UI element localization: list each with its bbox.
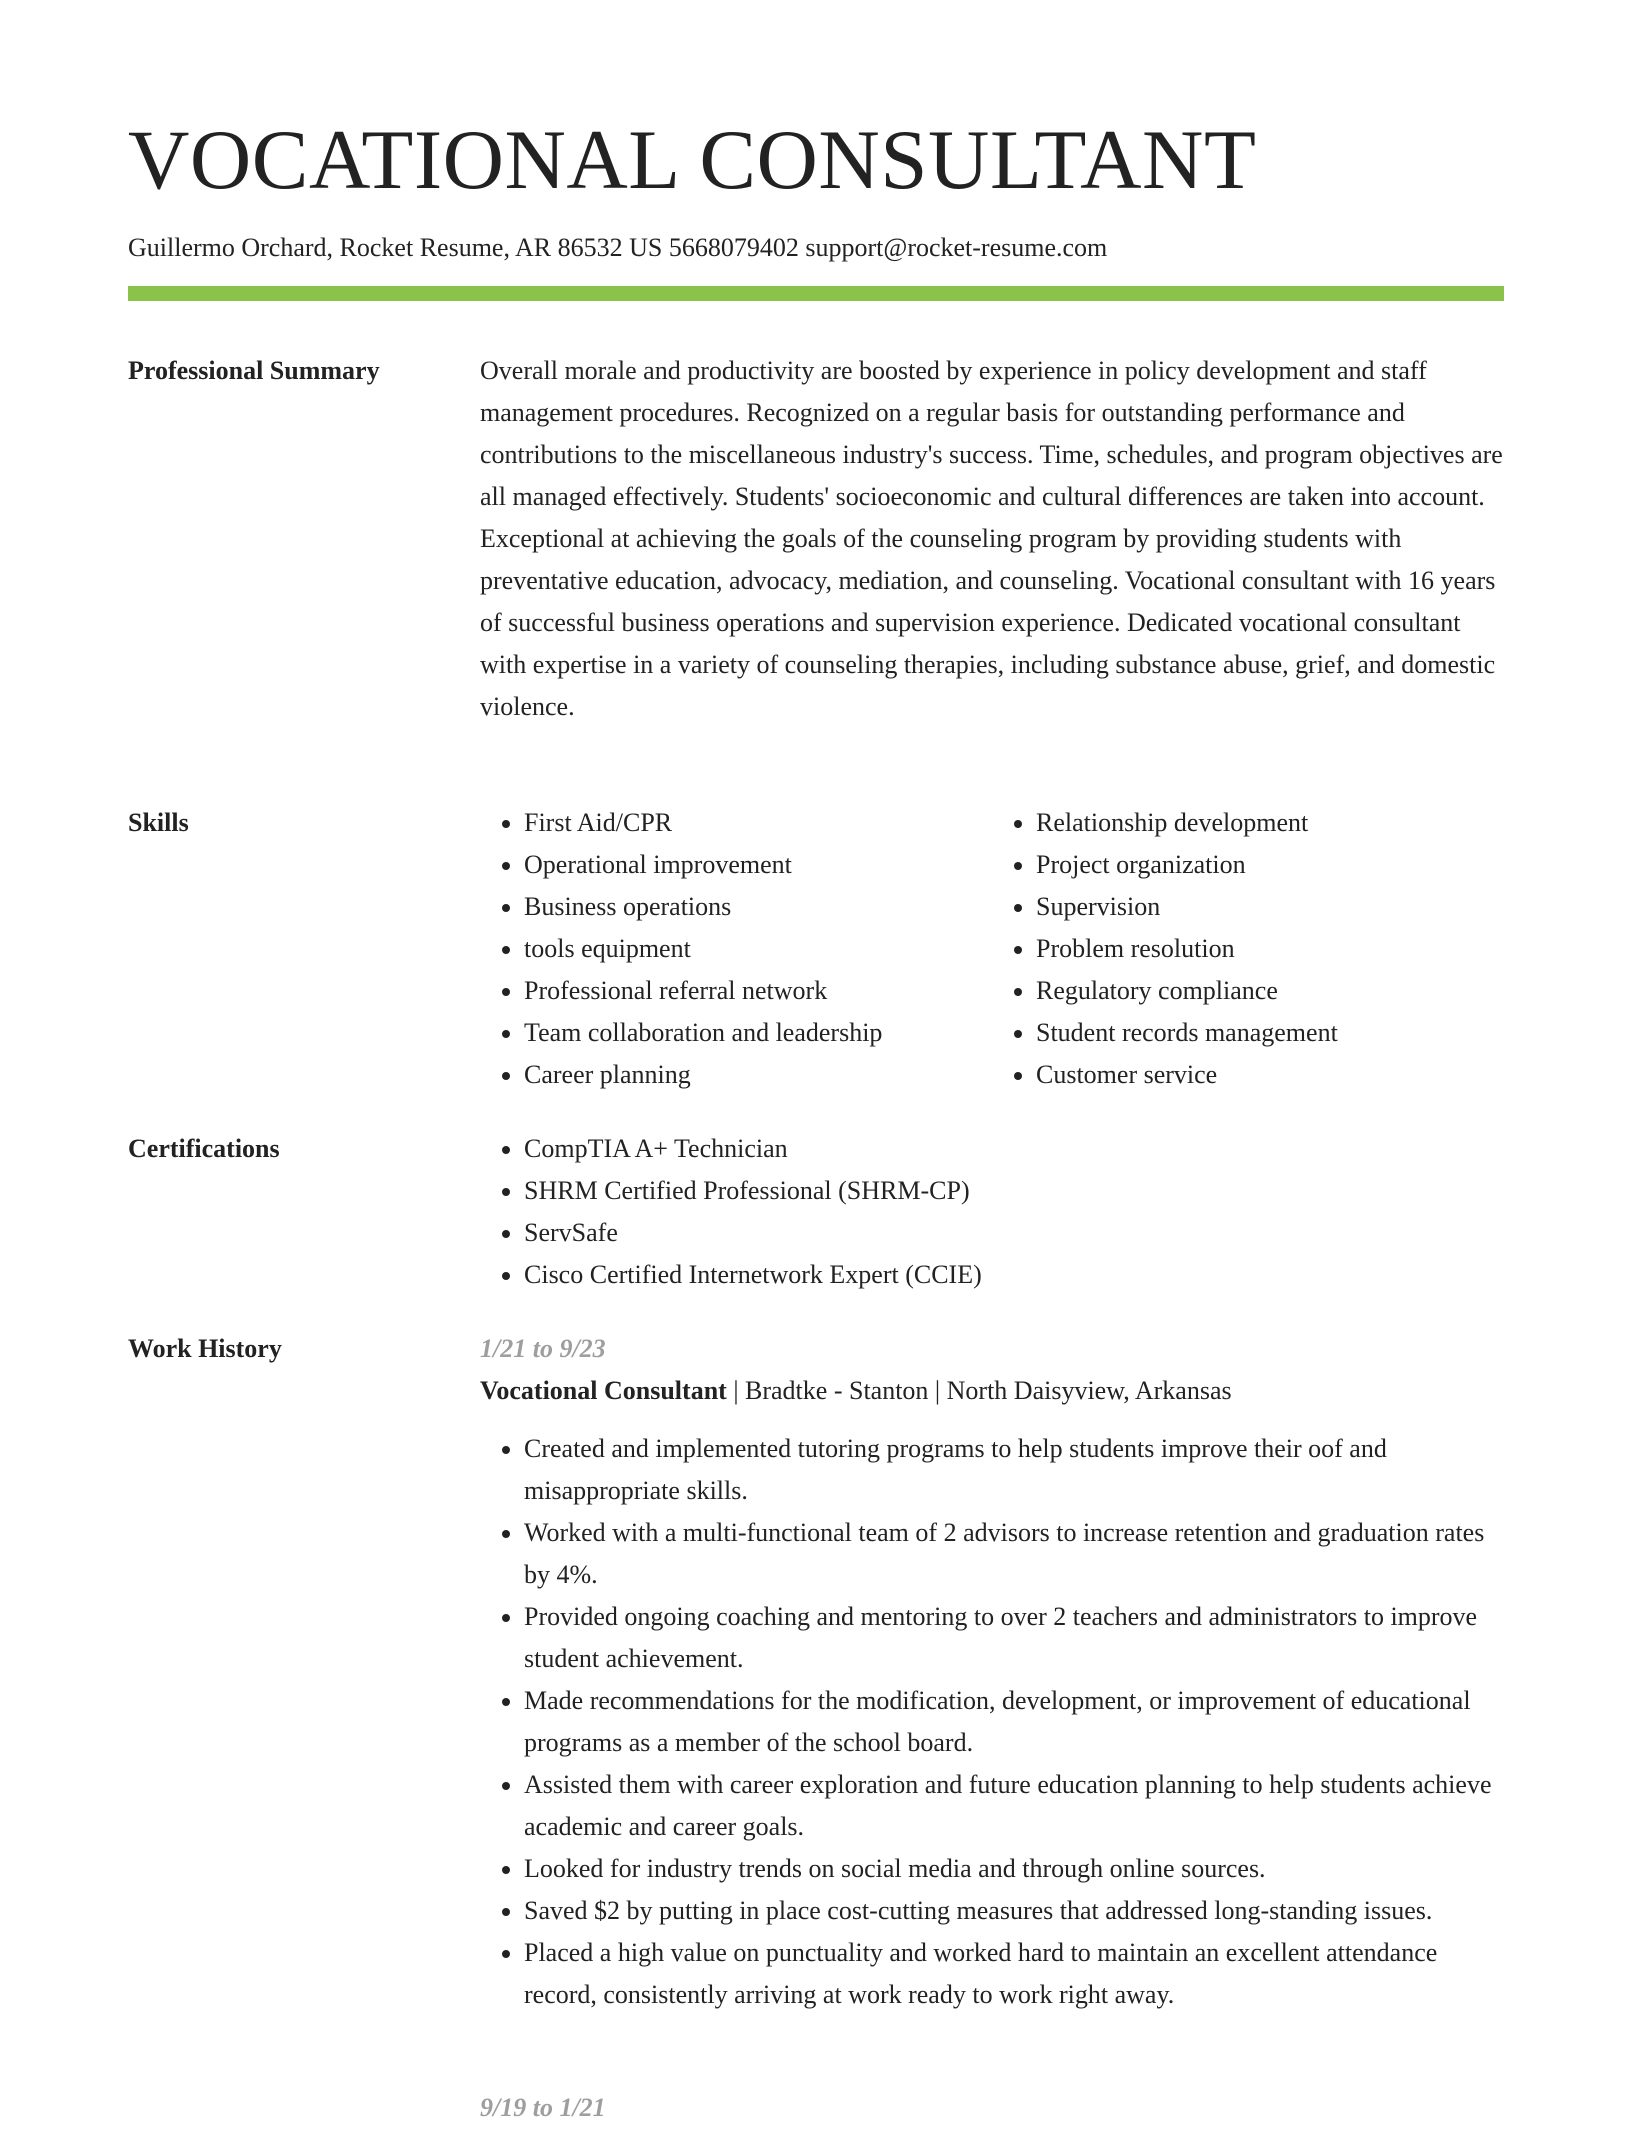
job-dates-second: 9/19 to 1/21 <box>480 2093 606 2122</box>
certification-item: • CompTIA A+ Technician <box>524 1128 1504 1170</box>
section-label-certifications: Certifications <box>128 1134 280 1163</box>
skill-item: • Relationship development <box>1036 802 1504 844</box>
job-details: | Bradtke - Stanton | North Daisyview, Arkansas <box>726 1376 1232 1405</box>
job-entry <box>480 1328 1504 2016</box>
job-bullet: • Looked for industry trends on social media and through online sources. <box>524 1848 1504 1890</box>
resume-title: VOCATIONAL CONSULTANT <box>128 113 1257 207</box>
skill-item: • Career planning <box>524 1054 992 1096</box>
skill-item: • Project organization <box>1036 844 1504 886</box>
job-bullet: • Saved $2 by putting in place cost-cutting measures that addressed long-standing issues. <box>524 1890 1504 1932</box>
skill-item: • Problem resolution <box>1036 928 1504 970</box>
skill-item: • Operational improvement <box>524 844 992 886</box>
job-heading <box>480 1370 1504 1412</box>
skills-list-right <box>992 802 1504 1096</box>
skill-item: • Team collaboration and leadership <box>524 1012 992 1054</box>
job-bullets <box>480 1428 1504 2016</box>
skills-list-left <box>480 802 992 1096</box>
skill-item: • Supervision <box>1036 886 1504 928</box>
summary-body <box>480 350 1504 728</box>
certification-item: • Cisco Certified Internetwork Expert (CCIE) <box>524 1254 1504 1296</box>
skill-item: • Regulatory compliance <box>1036 970 1504 1012</box>
skill-item: • Customer service <box>1036 1054 1504 1096</box>
section-label-work-history: Work History <box>128 1334 282 1363</box>
certifications-body <box>480 1128 1504 1296</box>
skill-item: • tools equipment <box>524 928 992 970</box>
certification-item: • ServSafe <box>524 1212 1504 1254</box>
job-bullet: • Created and implemented tutoring programs to help students improve their oof and misappropriate skills. <box>524 1428 1504 1512</box>
skill-item: • Business operations <box>524 886 992 928</box>
job-bullet: • Placed a high value on punctuality and worked hard to maintain an excellent attendance record, consistently arriving at work ready to work right away. <box>524 1932 1504 2016</box>
certifications-list <box>480 1128 1504 1296</box>
summary-text: Overall morale and productivity are boosted by experience in policy development and staff management procedures. Recognized on a regular basis for outstanding performance and contributions to the miscellaneous industry's success. Time, schedules, and program objectives are all managed effectively. Students' socioeconomic and cultural differences are taken into account. Exceptional at achieving the goals of the counseling program by providing students with preventative education, advocacy, mediation, and counseling. Vocational consultant with 16 years of successful business operations and supervision experience. Dedicated vocational consultant with expertise in a variety of counseling therapies, including substance abuse, grief, and domestic violence. <box>480 356 1503 721</box>
accent-divider <box>128 286 1504 301</box>
job-bullet: • Provided ongoing coaching and mentoring to over 2 teachers and administrators to improve student achievement. <box>524 1596 1504 1680</box>
skill-item: • Student records management <box>1036 1012 1504 1054</box>
job-dates: 1/21 to 9/23 <box>480 1334 606 1363</box>
work-history-body <box>480 1328 1504 2016</box>
skill-item: • Professional referral network <box>524 970 992 1012</box>
section-label-summary: Professional Summary <box>128 356 380 385</box>
job-title: Vocational Consultant <box>480 1376 727 1405</box>
contact-line: Guillermo Orchard, Rocket Resume, AR 86532 US 5668079402 support@rocket-resume.com <box>128 233 1108 262</box>
skills-body <box>480 802 1504 1096</box>
job-bullet: • Assisted them with career exploration and future education planning to help students achieve academic and career goals. <box>524 1764 1504 1848</box>
job-bullet: • Worked with a multi-functional team of 2 advisors to increase retention and graduation rates by 4%. <box>524 1512 1504 1596</box>
certification-item: • SHRM Certified Professional (SHRM-CP) <box>524 1170 1504 1212</box>
job-bullet: • Made recommendations for the modification, development, or improvement of educational programs as a member of the school board. <box>524 1680 1504 1764</box>
section-label-skills: Skills <box>128 808 189 837</box>
skill-item: • First Aid/CPR <box>524 802 992 844</box>
